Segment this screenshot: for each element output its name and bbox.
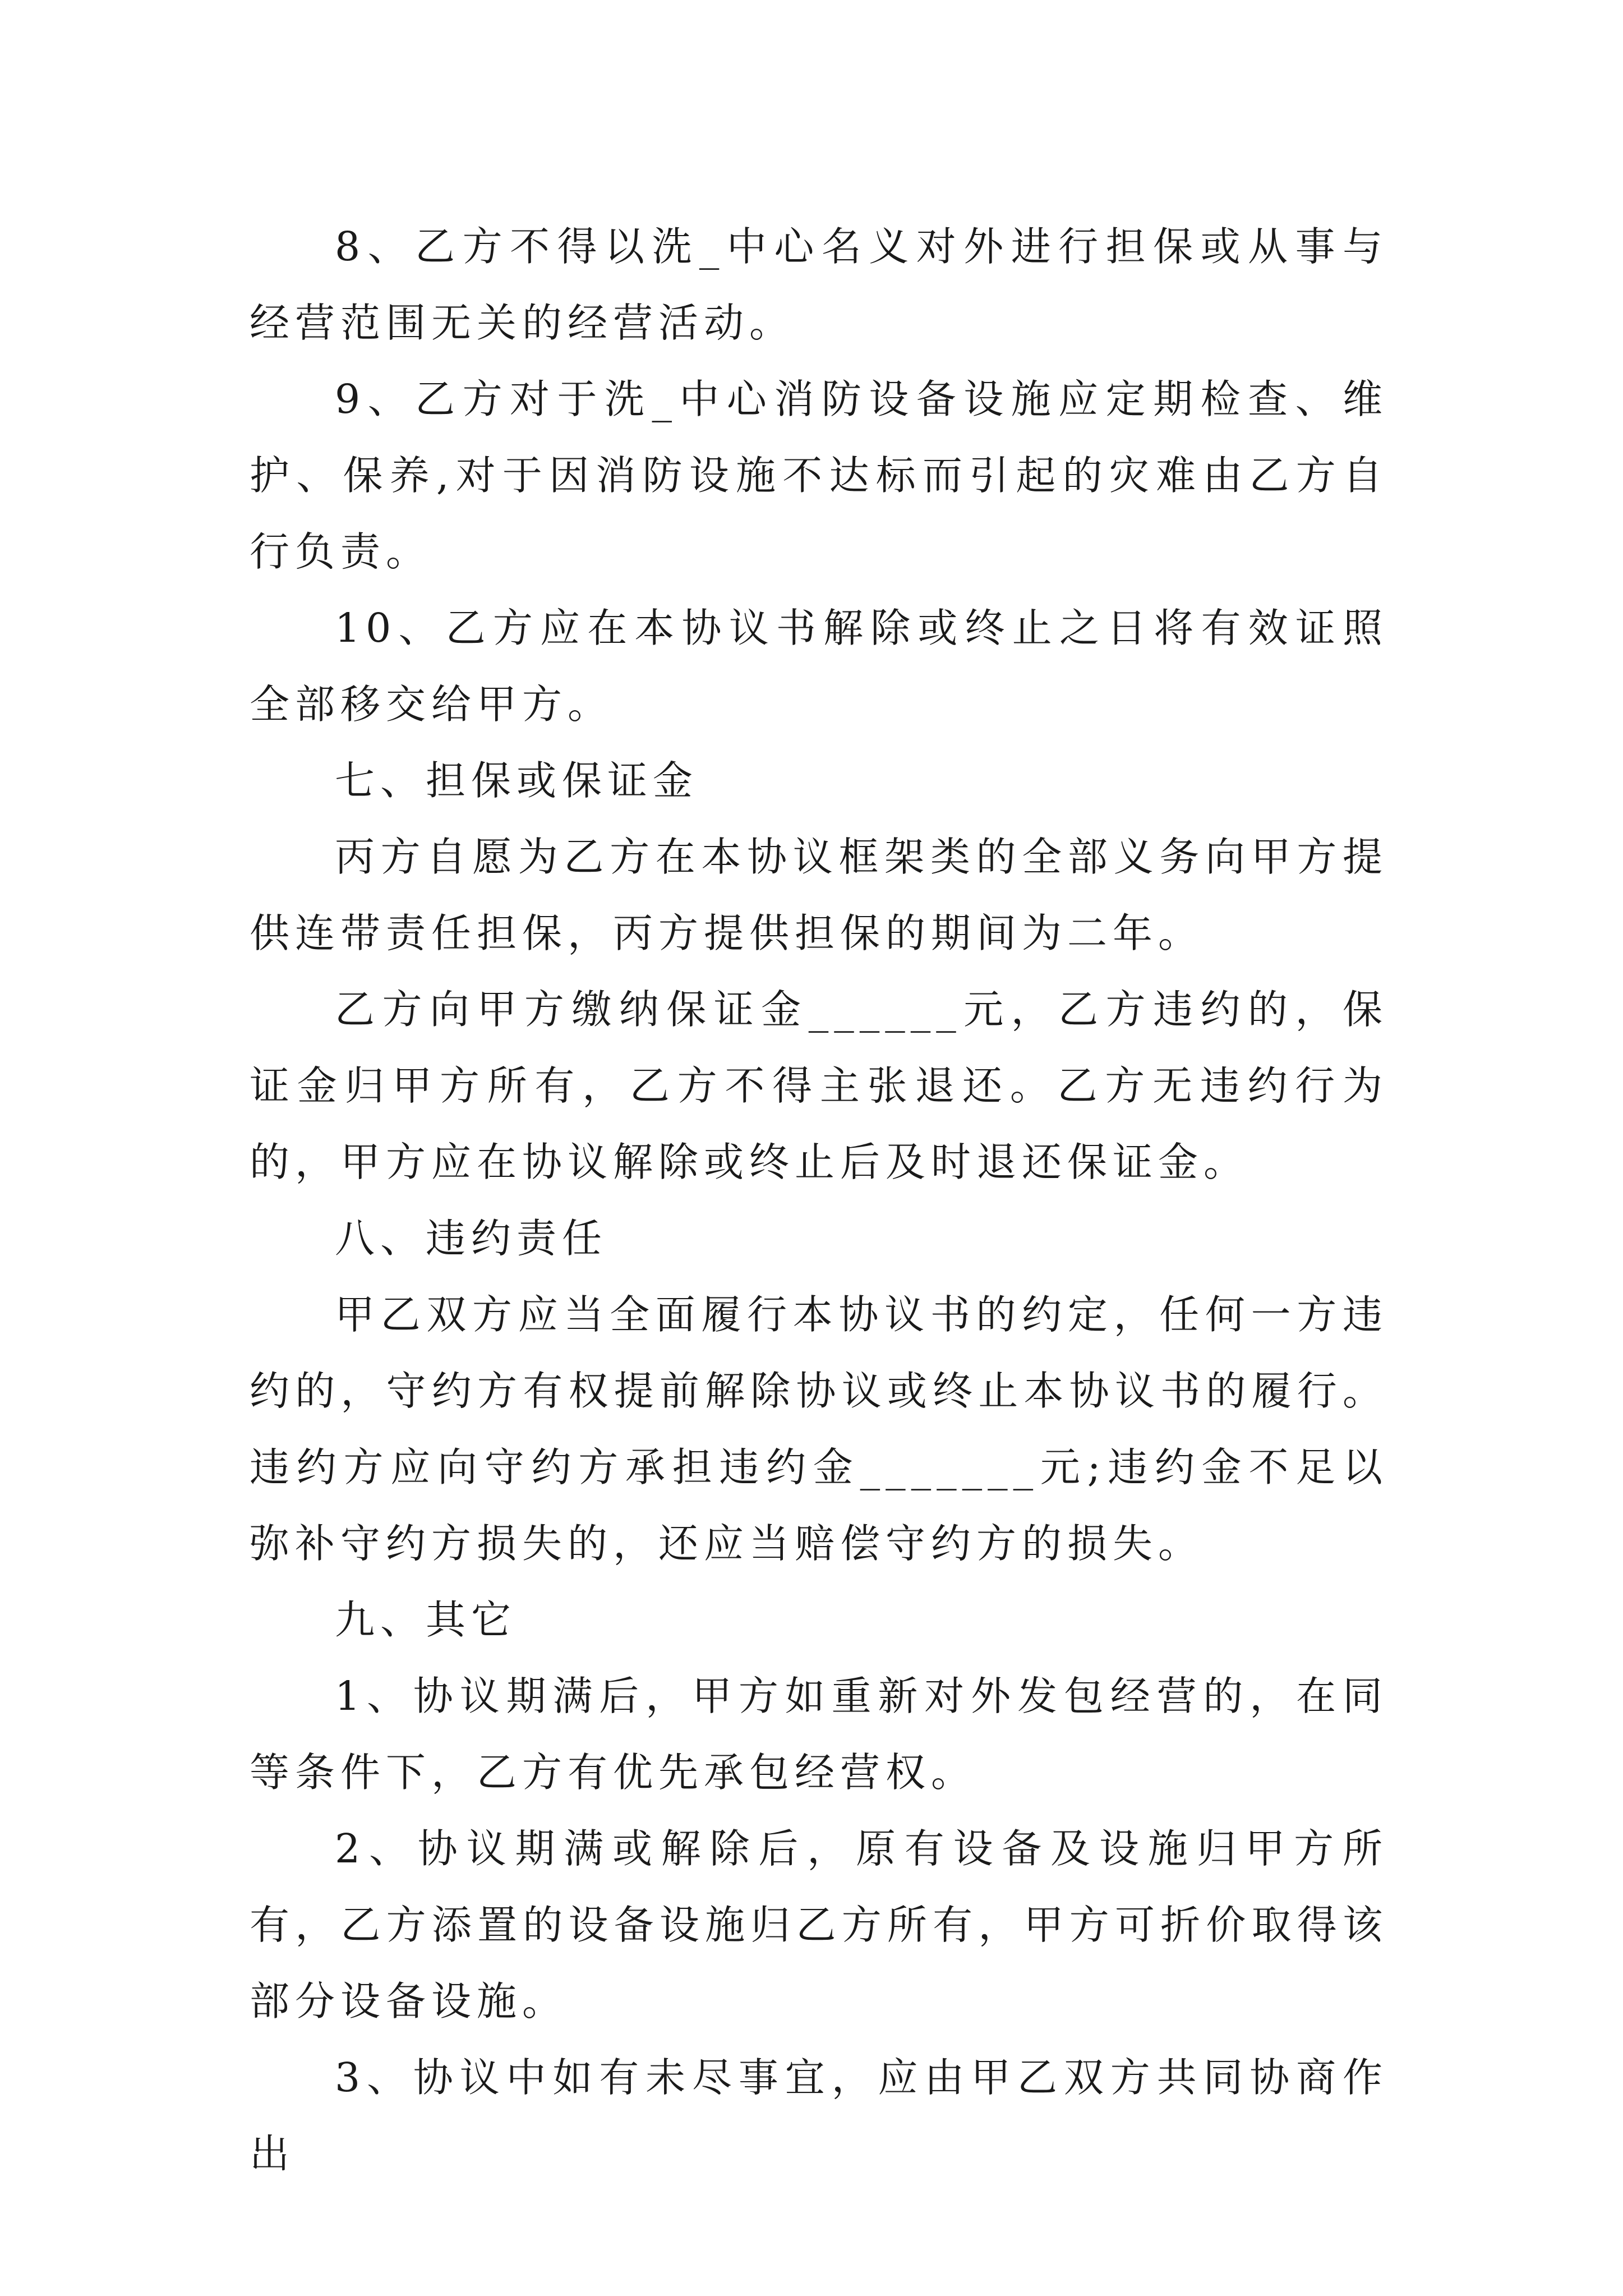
section-9-heading: 九、其它	[335, 1596, 517, 1643]
clause-10-paragraph: 10、乙方应在本协议书解除或终止之日将有效证照全部移交给甲方。	[250, 605, 1388, 728]
breach-liability-paragraph: 甲乙双方应当全面履行本协议书的约定，任何一方违约的，守约方有权提前解除协议或终止本协议书的履行。违约方应向守约方承担违约金_______元;违约金不足以弥补守约方损失的，还应当赔偿守约方的损失。	[250, 1291, 1388, 1567]
clause-9-paragraph: 9、乙方对于洗_中心消防设备设施应定期检查、维护、保养,对于因消防设施不达标而引起的灾难由乙方自行负责。	[250, 376, 1388, 575]
section-8-heading: 八、违约责任	[335, 1215, 608, 1262]
other-clause-2-paragraph: 2、协议期满或解除后，原有设备及设施归甲方所有，乙方添置的设备设施归乙方所有，甲方可折价取得该部分设备设施。	[250, 1825, 1388, 2024]
deposit-paragraph: 乙方向甲方缴纳保证金______元，乙方违约的，保证金归甲方所有，乙方不得主张退还。乙方无违约行为的，甲方应在协议解除或终止后及时退还保证金。	[250, 986, 1388, 1185]
document-body	[250, 209, 1388, 2192]
guarantee-paragraph: 丙方自愿为乙方在本协议框架类的全部义务向甲方提供连带责任担保，丙方提供担保的期间为二年。	[250, 834, 1388, 956]
section-7-heading: 七、担保或保证金	[335, 757, 699, 804]
other-clause-1-paragraph: 1、协议期满后，甲方如重新对外发包经营的，在同等条件下，乙方有优先承包经营权。	[250, 1673, 1388, 1796]
other-clause-3-paragraph: 3、协议中如有未尽事宜，应由甲乙双方共同协商作出	[250, 2054, 1388, 2177]
clause-8-paragraph: 8、乙方不得以洗_中心名义对外进行担保或从事与经营范围无关的经营活动。	[250, 223, 1388, 346]
